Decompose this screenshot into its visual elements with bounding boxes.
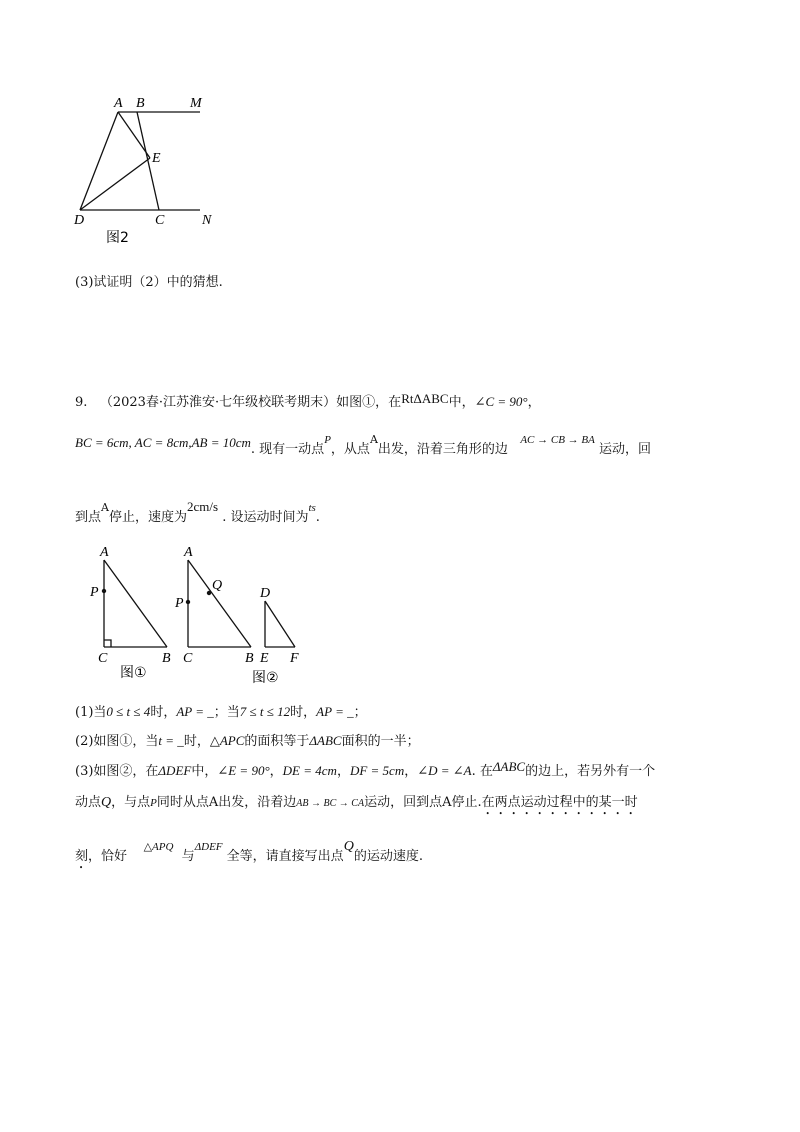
q9-emphasis-ke: 刻 <box>75 849 89 864</box>
q9-text: . 在 <box>471 764 493 779</box>
q9-figures <box>80 540 320 690</box>
q9-text: ， <box>404 764 418 779</box>
q9-text: 的运动速度. <box>353 849 423 864</box>
fig1-caption: 图① <box>120 665 147 681</box>
figure-2 <box>60 90 220 250</box>
q9-text: . <box>315 510 320 525</box>
q9-tri-abc: ΔABC <box>309 733 342 748</box>
q9-angle-c: ∠C = 90° <box>474 394 528 409</box>
q9-tri-apc: △APC <box>209 733 245 748</box>
q9-text: 运动，回到点A停止. <box>364 795 482 810</box>
fig2q-label-q: Q <box>212 578 223 593</box>
q9-text: 出发，沿着三角形的边 <box>377 442 508 457</box>
q9-range2: 7 ≤ t ≤ 12 <box>239 704 291 719</box>
q9-de: DE = 4cm <box>282 763 337 778</box>
q9-text: 时， <box>183 734 210 749</box>
q9-time: ts <box>308 502 316 514</box>
fig1-label-a: A <box>100 545 109 560</box>
fig2-label-n: N <box>202 213 212 228</box>
q9-text: (3)如图②，在 <box>75 764 159 779</box>
q9-tri-apq: △APQ <box>143 841 174 853</box>
fig1-label-p: P <box>90 585 99 600</box>
fig2-caption: 图2 <box>106 230 129 246</box>
fig1-label-c: C <box>98 651 108 666</box>
fig3-label-f: F <box>290 651 299 666</box>
q9-text: 到点 <box>75 510 102 525</box>
q9-point-p2: P <box>150 797 157 809</box>
q9-source: （2023春·江苏淮安·七年级校联考期末） <box>99 395 337 410</box>
q9-text: ； <box>353 705 367 720</box>
q9-path: AC → CB → BA <box>520 434 595 446</box>
q9-angle-e: ∠E = 90° <box>217 763 270 778</box>
q9-df: DF = 5cm <box>349 763 405 778</box>
q9-text: 停止，速度为 <box>108 510 187 525</box>
q9-tri-def2: ΔDEF <box>194 841 223 853</box>
fig2q-label-c: C <box>183 651 193 666</box>
q9-line2 <box>75 433 652 459</box>
fig2q-caption: 图② <box>252 670 279 686</box>
q9-text: 的面积等于 <box>244 734 310 749</box>
fig3-label-e: E <box>260 651 269 666</box>
q9-text: ， <box>269 764 283 779</box>
fig2q-label-b: B <box>245 651 254 666</box>
q9-text: (1)当 <box>75 705 107 720</box>
q9-text: 动点 <box>75 795 102 810</box>
q9-q-path: AB → BC → CA <box>296 798 365 809</box>
q9-text: 面积的一半； <box>341 734 420 749</box>
q9-part2 <box>75 732 420 751</box>
q9-tri-abc2: ΔABC <box>492 759 526 774</box>
fig1-label-b: B <box>162 651 171 666</box>
q9-t-blank: t = _ <box>158 733 184 748</box>
fig2q-label-p: P <box>175 596 184 611</box>
q9-angle-d: ∠D = ∠A <box>417 763 472 778</box>
q9-text: 中， <box>448 395 475 410</box>
q9-text: 如图①，在 <box>336 395 402 410</box>
q9-text: . 设运动时间为 <box>222 510 309 525</box>
q9-line1 <box>75 393 541 412</box>
q9-text: 中， <box>191 764 218 779</box>
fig2-label-c: C <box>155 213 165 228</box>
q9-part3-line2 <box>75 794 638 818</box>
fig2-label-m: M <box>190 96 202 111</box>
q9-point-q: Q <box>101 795 112 810</box>
q9-number: 9. <box>75 395 88 410</box>
q9-rt-triangle: RtΔABC <box>401 391 449 406</box>
q9-text: 的边上，若另外有一个 <box>525 764 656 779</box>
q9-point-p: P <box>324 434 331 446</box>
fig2-label-a: A <box>114 96 123 111</box>
q9-text: 全等，请直接写出点 <box>226 849 344 864</box>
q9-text: 时， <box>150 705 177 720</box>
q9-text: 同时从点A出发，沿着边 <box>156 795 297 810</box>
q9-part3-line1 <box>75 759 656 781</box>
q8-part3: (3)试证明（2）中的猜想. <box>75 275 223 290</box>
q9-point-a: A <box>369 433 378 446</box>
q9-point-q2: Q <box>343 839 354 854</box>
q9-line3 <box>75 499 320 527</box>
q9-text: ，恰好 <box>88 849 128 864</box>
q9-tri-def: ΔDEF <box>158 763 192 778</box>
q9-text: ， <box>527 395 541 410</box>
q9-text: ，与点 <box>111 795 151 810</box>
fig3-label-d: D <box>260 586 271 601</box>
q9-text: 时， <box>290 705 317 720</box>
q9-speed: 2cm/s <box>186 499 219 514</box>
q9-sides: BC = 6cm, AC = 8cm,AB = 10cm <box>75 435 251 450</box>
fig2-label-b: B <box>136 96 145 111</box>
q9-text: ；当 <box>213 705 240 720</box>
fig2q-label-a: A <box>184 545 193 560</box>
q9-part1 <box>75 703 367 722</box>
q9-text: . 现有一动点 <box>250 442 325 457</box>
q9-text: (2)如图①，当 <box>75 734 159 749</box>
fig2-label-e: E <box>152 151 161 166</box>
q9-text: ， <box>336 764 350 779</box>
q9-text: ，从点 <box>330 442 370 457</box>
q9-text: 运动，回 <box>599 442 652 457</box>
q9-emphasis-text: 在两点运动过程中的某一时 <box>481 795 638 810</box>
q9-range1: 0 ≤ t ≤ 4 <box>106 704 151 719</box>
q9-ap2: AP = _ <box>316 704 354 719</box>
q9-text: 与 <box>181 849 195 864</box>
q9-point-a2: A <box>101 501 109 514</box>
fig2-label-d: D <box>74 213 85 228</box>
q9-ap1: AP = _ <box>176 704 214 719</box>
